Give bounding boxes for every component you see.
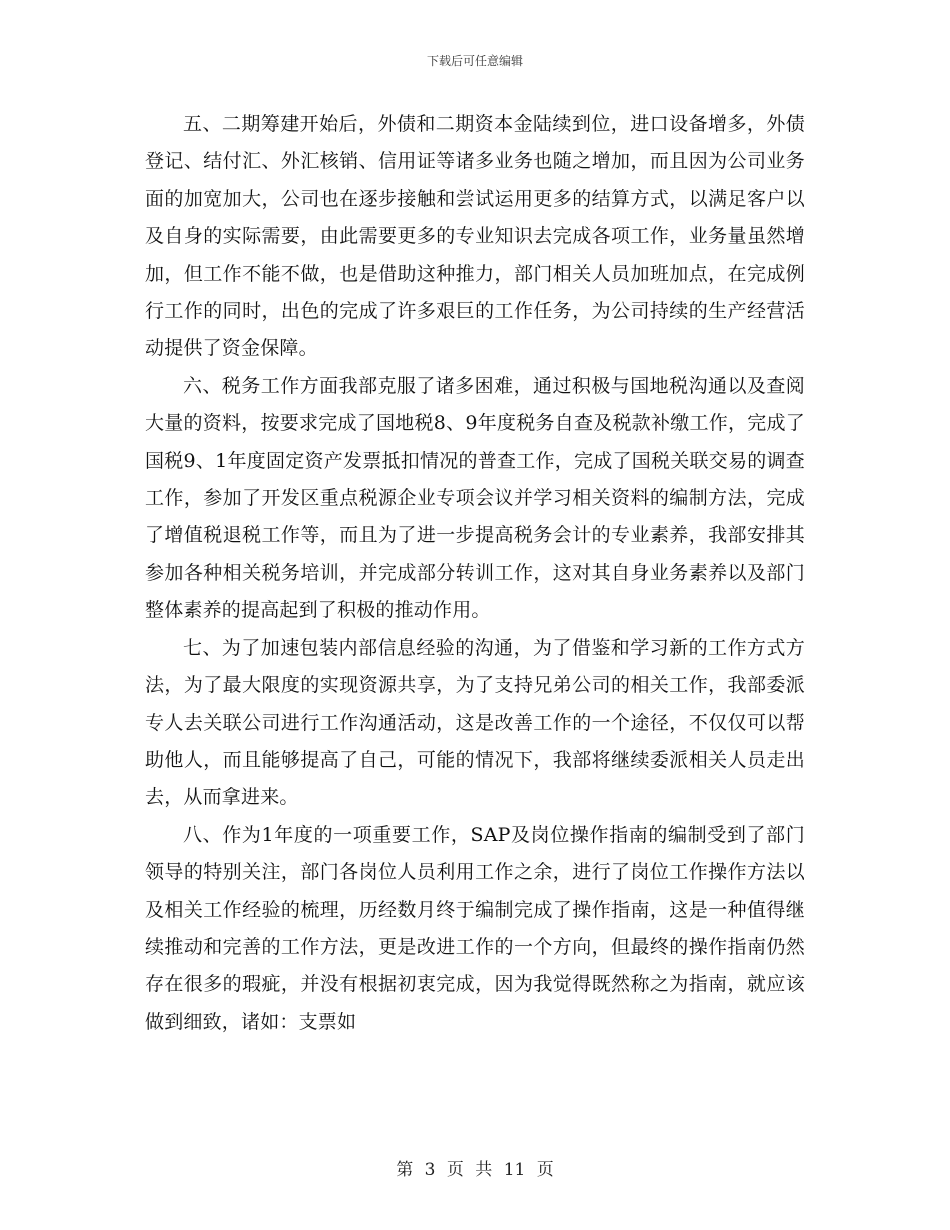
- paragraph-6: 六、税务工作方面我部克服了诸多困难，通过积极与国地税沟通以及查阅大量的资料，按要求完成了国地税8、9年度税务自查及税款补缴工作，完成了国税9、1年度固定资产发票抵扣情况的普查工作，完成了国税关联交易的调查工作，参加了开发区重点税源企业专项会议并学习相关资料的编制方法，完成了增值税退税工作等，而且为了进一步提高税务会计的专业素养，我部安排其参加各种相关税务培训，并完成部分转训工作，这对其自身业务素养以及部门整体素养的提高起到了积极的推动作用。: [145, 374, 805, 622]
- paragraph-7: 七、为了加速包装内部信息经验的沟通，为了借鉴和学习新的工作方式方法，为了最大限度的实现资源共享，为了支持兄弟公司的相关工作，我部委派专人去关联公司进行工作沟通活动，这是改善工作的一个途径，不仅仅可以帮助他人，而且能够提高了自己，可能的情况下，我部将继续委派相关人员走出去，从而拿进来。: [145, 636, 805, 809]
- page-number-footer: 第 3 页 共 11 页: [396, 1160, 554, 1180]
- page-header-note: 下载后可任意编辑: [426, 54, 523, 68]
- paragraph-8: 八、作为1年度的一项重要工作，SAP及岗位操作指南的编制受到了部门领导的特别关注，部门各岗位人员利用工作之余，进行了岗位工作操作方法以及相关工作经验的梳理，历经数月终于编制完成了操作指南，这是一种值得继续推动和完善的工作方法，更是改进工作的一个方向，但最终的操作指南仍然存在很多的瑕疵，并没有根据初衷完成，因为我觉得既然称之为指南，就应该做到细致，诸如：支票如: [145, 823, 805, 1033]
- document-body: [145, 106, 805, 1041]
- paragraph-5: 五、二期筹建开始后，外债和二期资本金陆续到位，进口设备增多，外债登记、结付汇、外汇核销、信用证等诸多业务也随之增加，而且因为公司业务面的加宽加大，公司也在逐步接触和尝试运用更多的结算方式，以满足客户以及自身的实际需要，由此需要更多的专业知识去完成各项工作，业务量虽然增加，但工作不能不做，也是借助这种推力，部门相关人员加班加点，在完成例行工作的同时，出色的完成了许多艰巨的工作任务，为公司持续的生产经营活动提供了资金保障。: [145, 113, 805, 360]
